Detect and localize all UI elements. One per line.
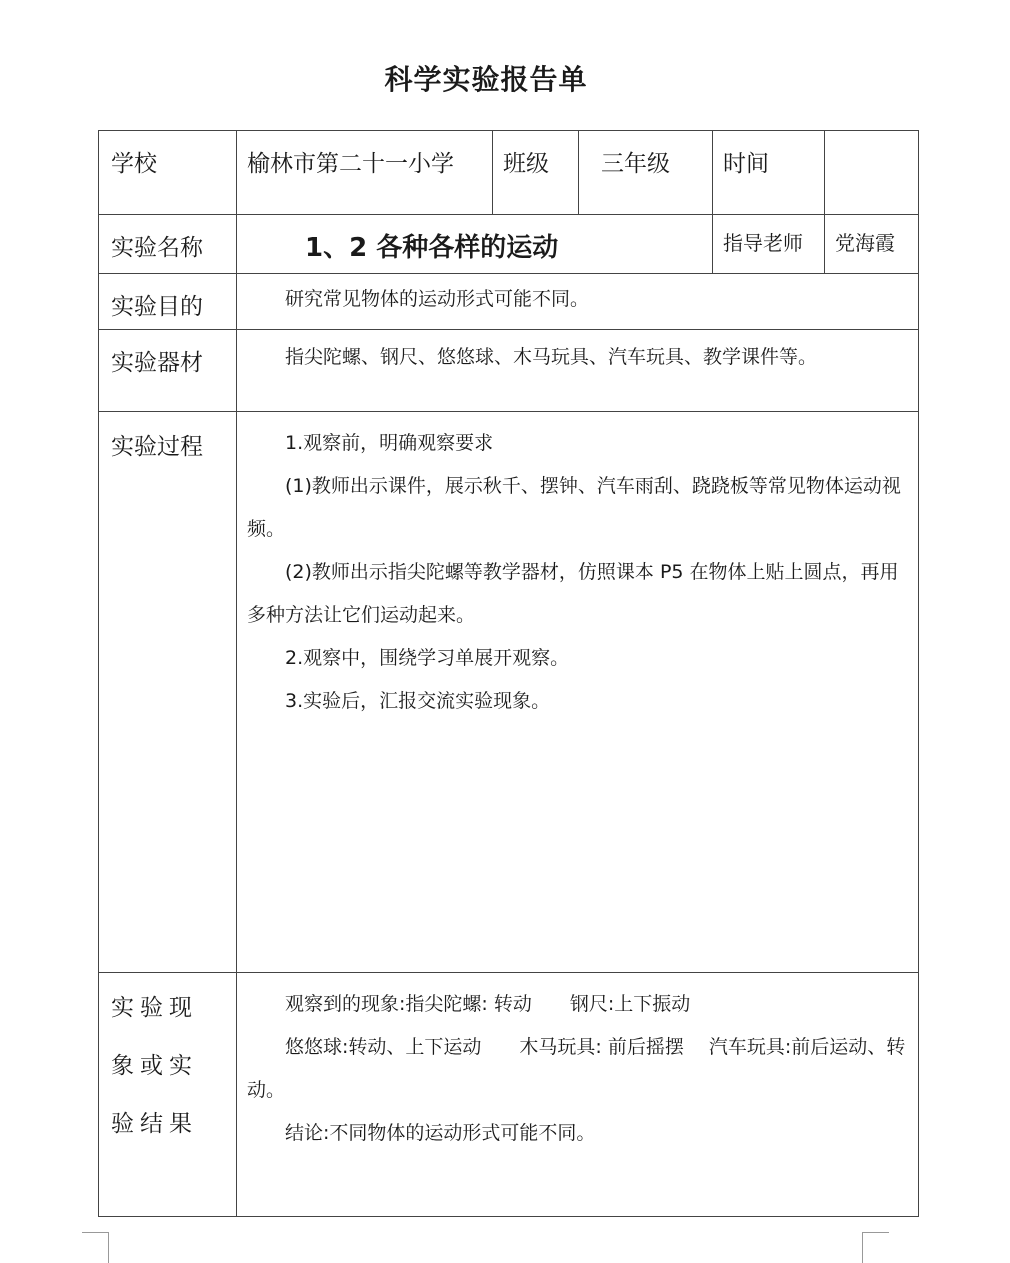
process-line: 1.观察前，明确观察要求 <box>285 432 494 454</box>
result-cell <box>237 973 919 1217</box>
process-line: (2)教师出示指尖陀螺等教学器材，仿照课本 P5 在物体上贴上圆点，再用多种方法让它们运动起来。 <box>247 561 899 626</box>
purpose-text: 研究常见物体的运动形式可能不同。 <box>285 288 590 310</box>
school-label: 学校 <box>99 131 237 215</box>
result-label: 实验现象或实验结果 <box>99 973 237 1217</box>
result-line: 观察到的现象:指尖陀螺: 转动 钢尺:上下振动 <box>285 993 691 1015</box>
process-label: 实验过程 <box>99 412 237 973</box>
process-cell <box>237 412 919 973</box>
table-row-experiment-name <box>99 215 919 274</box>
table-row-process <box>99 412 919 973</box>
table-row-materials <box>99 330 919 412</box>
report-table <box>98 130 919 1217</box>
experiment-name-label: 实验名称 <box>99 215 237 274</box>
process-line: (1)教师出示课件，展示秋千、摆钟、汽车雨刮、跷跷板等常见物体运动视频。 <box>247 475 901 540</box>
result-line: 悠悠球:转动、上下运动 木马玩具: 前后摇摆 汽车玩具:前后运动、转动。 <box>247 1036 906 1101</box>
purpose-cell <box>237 274 919 330</box>
purpose-label: 实验目的 <box>99 274 237 330</box>
experiment-name-value: 1、2 各种各样的运动 <box>237 215 713 274</box>
materials-label: 实验器材 <box>99 330 237 412</box>
class-label: 班级 <box>493 131 579 215</box>
result-line: 结论:不同物体的运动形式可能不同。 <box>285 1122 596 1144</box>
table-row-school <box>99 131 919 215</box>
page-title: 科学实验报告单 <box>384 63 588 96</box>
class-value: 三年级 <box>579 131 713 215</box>
school-value: 榆林市第二十一小学 <box>237 131 493 215</box>
teacher-value: 党海霞 <box>825 215 919 274</box>
time-label: 时间 <box>713 131 825 215</box>
process-line: 2.观察中，围绕学习单展开观察。 <box>285 647 570 669</box>
table-row-result <box>99 973 919 1217</box>
process-line: 3.实验后，汇报交流实验现象。 <box>285 690 551 712</box>
page-corner-mark-right <box>862 1232 889 1263</box>
materials-text: 指尖陀螺、钢尺、悠悠球、木马玩具、汽车玩具、教学课件等。 <box>285 346 818 368</box>
table-row-purpose <box>99 274 919 330</box>
teacher-label: 指导老师 <box>713 215 825 274</box>
materials-cell <box>237 330 919 412</box>
time-value <box>825 131 919 215</box>
page-corner-mark-left <box>82 1232 109 1263</box>
